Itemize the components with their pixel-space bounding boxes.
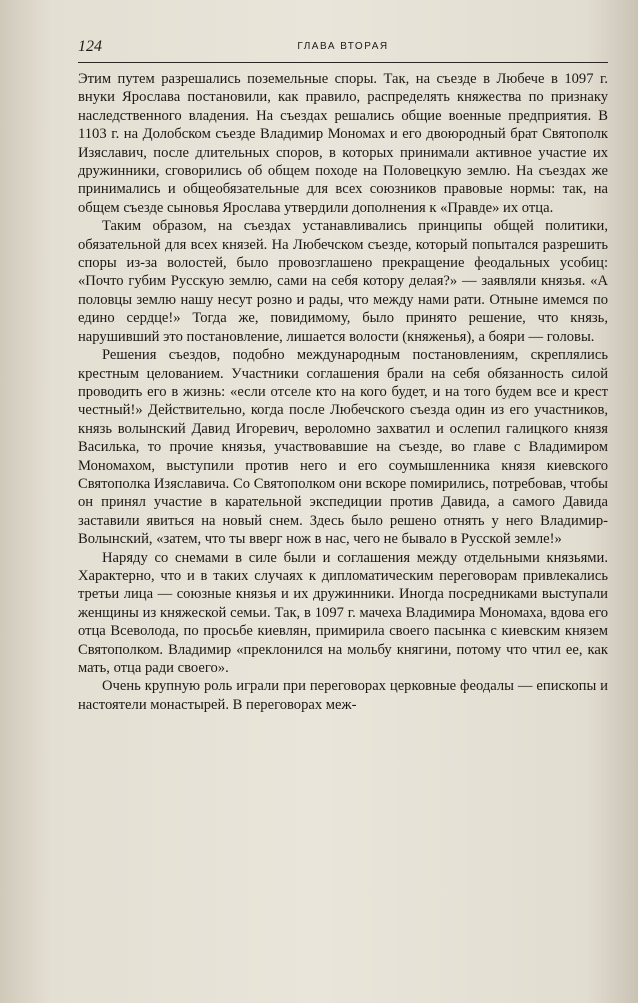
running-title: ГЛАВА ВТОРАЯ — [297, 41, 389, 52]
paragraph-4: Наряду со снемами в силе были и соглашения между отдельными князьями. Характерно, что и в таких случаях к дипломатическим переговорам привлекались третьи лица — союзные князья и их дружинники. Иногда посредниками выступали женщины из княжеской семьи. Так, в 1097 г. мачеха Владимира Мономаха, вдова его отца Всеволода, по просьбе киевлян, примирила своего пасынка с киевским князем Святополком. Владимир «преклонился на мольбу княгини, потому что чтил ее, как мать, отца ради своего». — [78, 549, 608, 676]
paragraph-2: Таким образом, на съездах устанавливались принципы общей политики, обязательной для всех князей. На Любечском съезде, который попытался разрешить споры из-за волостей, было провозглашено прекращение феодальных усобиц: «Почто губим Русскую землю, сами на себя котору делая?» — заявляли князья. «А половцы землю нашу несут розно и рады, что между нами рати. Отныне имемся по едино сердце!» Тогда же, повидимому, было принято решение, что князь, нарушивший это постановление, лишается волости (княженья), а бояри — головы. — [78, 218, 608, 345]
page-body — [78, 70, 608, 714]
paragraph-1: Этим путем разрешались поземельные споры. Так, на съезде в Любече в 1097 г. внуки Ярослава постановили, как правило, распределять княжества по признаку наследственного владения. На съездах решались общие военные предприятия. В 1103 г. на Долобском съезде Владимир Мономах и его двоюродный брат Святополк Изяславич, после длительных споров, в которых принимали активное участие их дружинники, сговорились об общем походе на Половецкую землю. На съездах же принимались и общеобязательные для всех союзников правовые нормы: так, на общем съезде сыновья Ярослава утвердили дополнения к «Правде» их отца. — [78, 71, 608, 216]
page-number: 124 — [78, 38, 102, 55]
paragraph-3: Решения съездов, подобно международным постановлениям, скреплялись крестным целованием. Участники соглашения брали на себя обязанность силой проводить его в жизнь: «если отселе кто на кого будет, и на того будем все и крест честный!» Действительно, когда после Любечского съезда один из его участников, князь волынский Давид Игоревич, вероломно захватил и ослепил галицкого князя Василька, то прочие князья, участвовавшие на съезде, во главе с Владимиром Мономахом, выступили против него и его соумышленника князя киевского Святополка Изяславича. Со Святополком они вскоре помирились, потребовав, чтобы он принял участие в карательной экспедиции против Давида, а самого Давида заставили явиться на новый снем. Здесь было решено отнять у него Владимир-Волынский, «затем, что ты вверг нож в нас, чего не бывало в Русской земле!» — [78, 347, 608, 548]
page-header — [78, 38, 608, 63]
paragraph-5: Очень крупную роль играли при переговорах церковные феодалы — епископы и настоятели монастырей. В переговорах меж- — [78, 678, 608, 713]
